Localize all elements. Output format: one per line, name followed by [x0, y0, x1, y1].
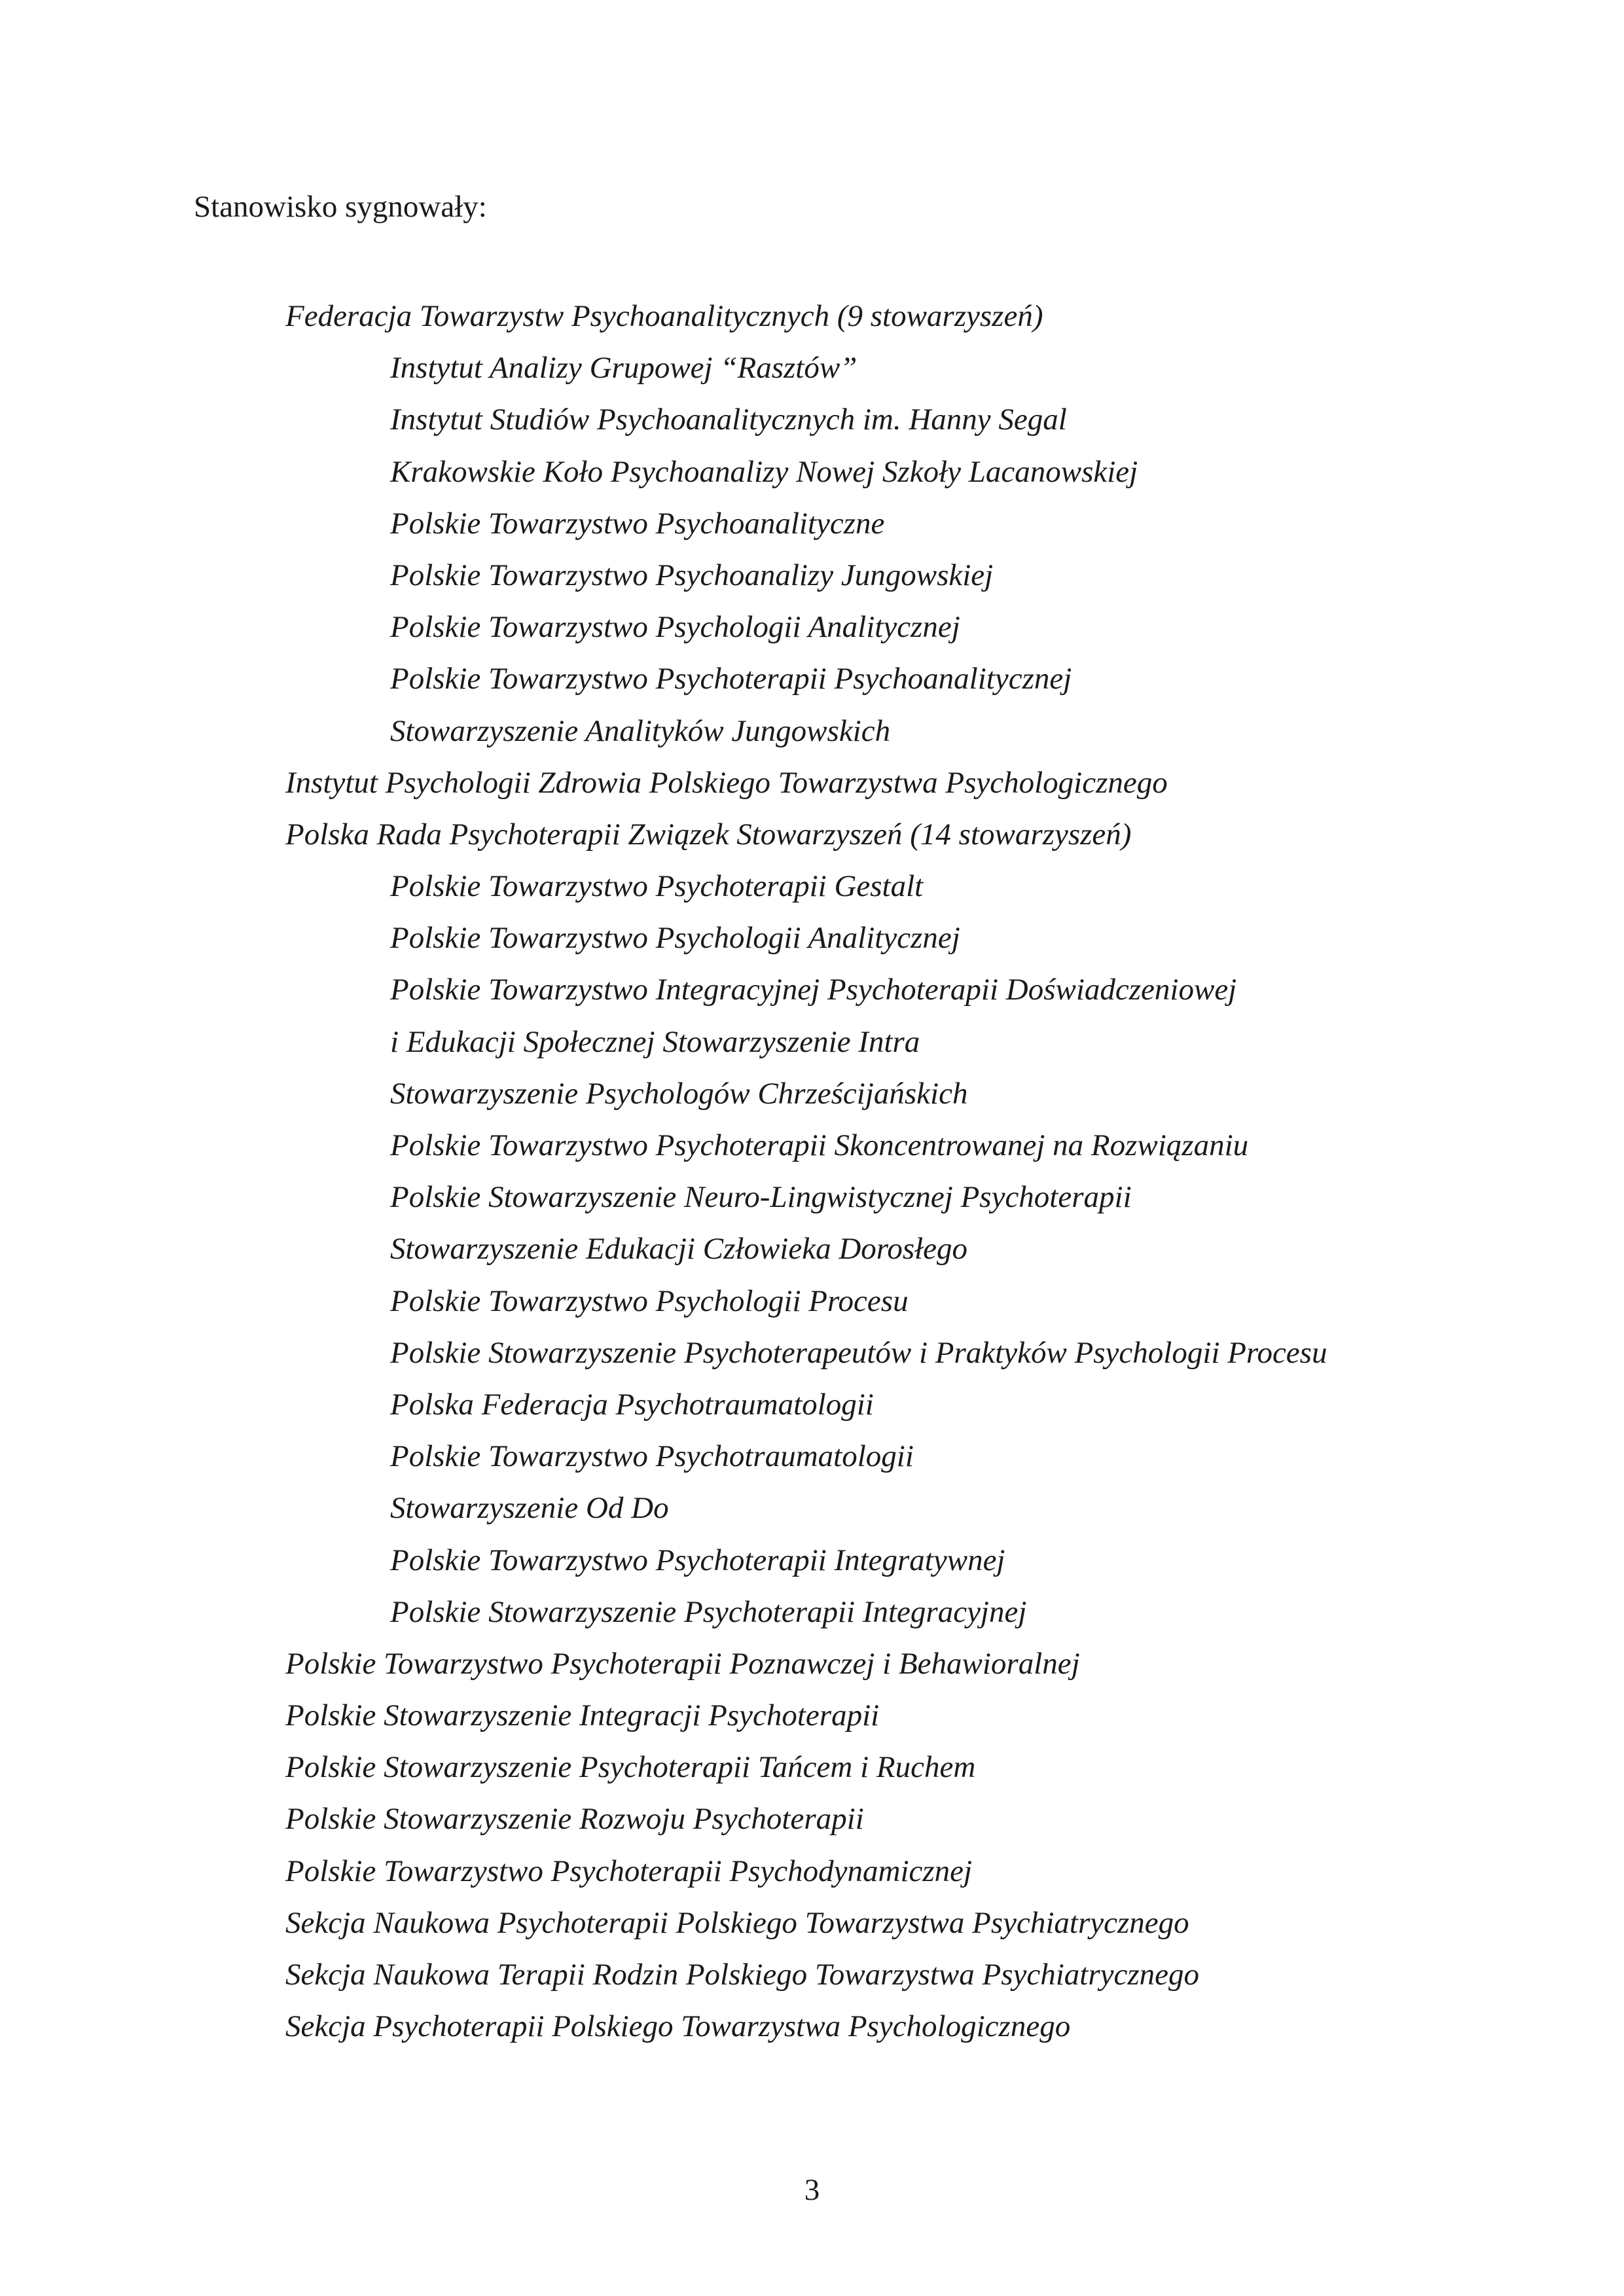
signatory-item: Polskie Towarzystwo Psychoterapii Poznawczej i Behawioralnej: [285, 1646, 1080, 1681]
signatory-item: Instytut Psychologii Zdrowia Polskiego Towarzystwa Psychologicznego: [285, 765, 1168, 800]
member-organization-item: Polskie Towarzystwo Psychoterapii Psychoanalitycznej: [390, 662, 1072, 696]
member-organization-item: Instytut Studiów Psychoanalitycznych im. Hanny Segal: [390, 403, 1067, 437]
member-organization-item: Polskie Stowarzyszenie Psychoterapii Integracyjnej: [390, 1594, 1027, 1629]
member-organization-item: Polskie Towarzystwo Psychoterapii Skoncentrowanej na Rozwiązaniu: [390, 1128, 1249, 1162]
member-organization-item: Polskie Towarzystwo Integracyjnej Psychoterapii Doświadczeniowej: [390, 973, 1237, 1007]
member-organization-item: Polska Federacja Psychotraumatologii: [390, 1387, 874, 1422]
signatory-item: Sekcja Naukowa Terapii Rodzin Polskiego Towarzystwa Psychiatrycznego: [285, 1958, 1200, 1992]
member-organization-item: Krakowskie Koło Psychoanalizy Nowej Szkoły Lacanowskiej: [390, 454, 1138, 489]
member-organization-item: Polskie Stowarzyszenie Psychoterapeutów i Praktyków Psychologii Procesu: [390, 1335, 1327, 1370]
member-organization-item: Stowarzyszenie Analityków Jungowskich: [390, 713, 891, 748]
page-number: 3: [804, 2173, 820, 2207]
member-organization-item: Instytut Analizy Grupowej “Rasztów”: [390, 351, 857, 386]
signatory-item: Sekcja Naukowa Psychoterapii Polskiego Towarzystwa Psychiatrycznego: [285, 1905, 1189, 1940]
signatory-item: Polskie Stowarzyszenie Rozwoju Psychoterapii: [285, 1802, 864, 1837]
signatory-item: Sekcja Psychoterapii Polskiego Towarzystwa Psychologicznego: [285, 2009, 1071, 2044]
member-organization-item: Stowarzyszenie Od Do: [390, 1491, 669, 1526]
member-organization-item: Polskie Towarzystwo Psychoanalizy Jungowskiej: [390, 558, 994, 592]
signatories-heading: Stanowisko sygnowały:: [194, 190, 487, 224]
member-organization-item: Polskie Towarzystwo Psychologii Procesu: [390, 1283, 909, 1318]
member-organization-item: Stowarzyszenie Psychologów Chrześcijańskich: [390, 1076, 968, 1111]
signatory-item: Polska Rada Psychoterapii Związek Stowarzyszeń (14 stowarzyszeń): [285, 817, 1132, 852]
member-organization-item: Polskie Towarzystwo Psychoanalityczne: [390, 506, 885, 541]
member-organization-item: i Edukacji Społecznej Stowarzyszenie Intra: [390, 1024, 920, 1059]
member-organization-item: Polskie Towarzystwo Psychologii Analitycznej: [390, 610, 960, 645]
member-organization-item: Polskie Towarzystwo Psychoterapii Integratywnej: [390, 1543, 1005, 1577]
member-organization-item: Polskie Stowarzyszenie Neuro-Lingwistycznej Psychoterapii: [390, 1180, 1132, 1215]
signatory-item: Polskie Stowarzyszenie Psychoterapii Tańcem i Ruchem: [285, 1750, 976, 1785]
signatory-item: Federacja Towarzystw Psychoanalitycznych (9 stowarzyszeń): [285, 299, 1043, 333]
signatory-item: Polskie Stowarzyszenie Integracji Psychoterapii: [285, 1698, 880, 1733]
member-organization-item: Polskie Towarzystwo Psychologii Analitycznej: [390, 921, 960, 956]
signatory-list: [0, 291, 1624, 2053]
member-organization-item: Polskie Towarzystwo Psychotraumatologii: [390, 1439, 914, 1474]
member-organization-item: Stowarzyszenie Edukacji Człowieka Dorosłego: [390, 1232, 968, 1266]
signatory-item: Polskie Towarzystwo Psychoterapii Psychodynamicznej: [285, 1854, 973, 1888]
member-organization-item: Polskie Towarzystwo Psychoterapii Gestalt: [390, 869, 924, 904]
